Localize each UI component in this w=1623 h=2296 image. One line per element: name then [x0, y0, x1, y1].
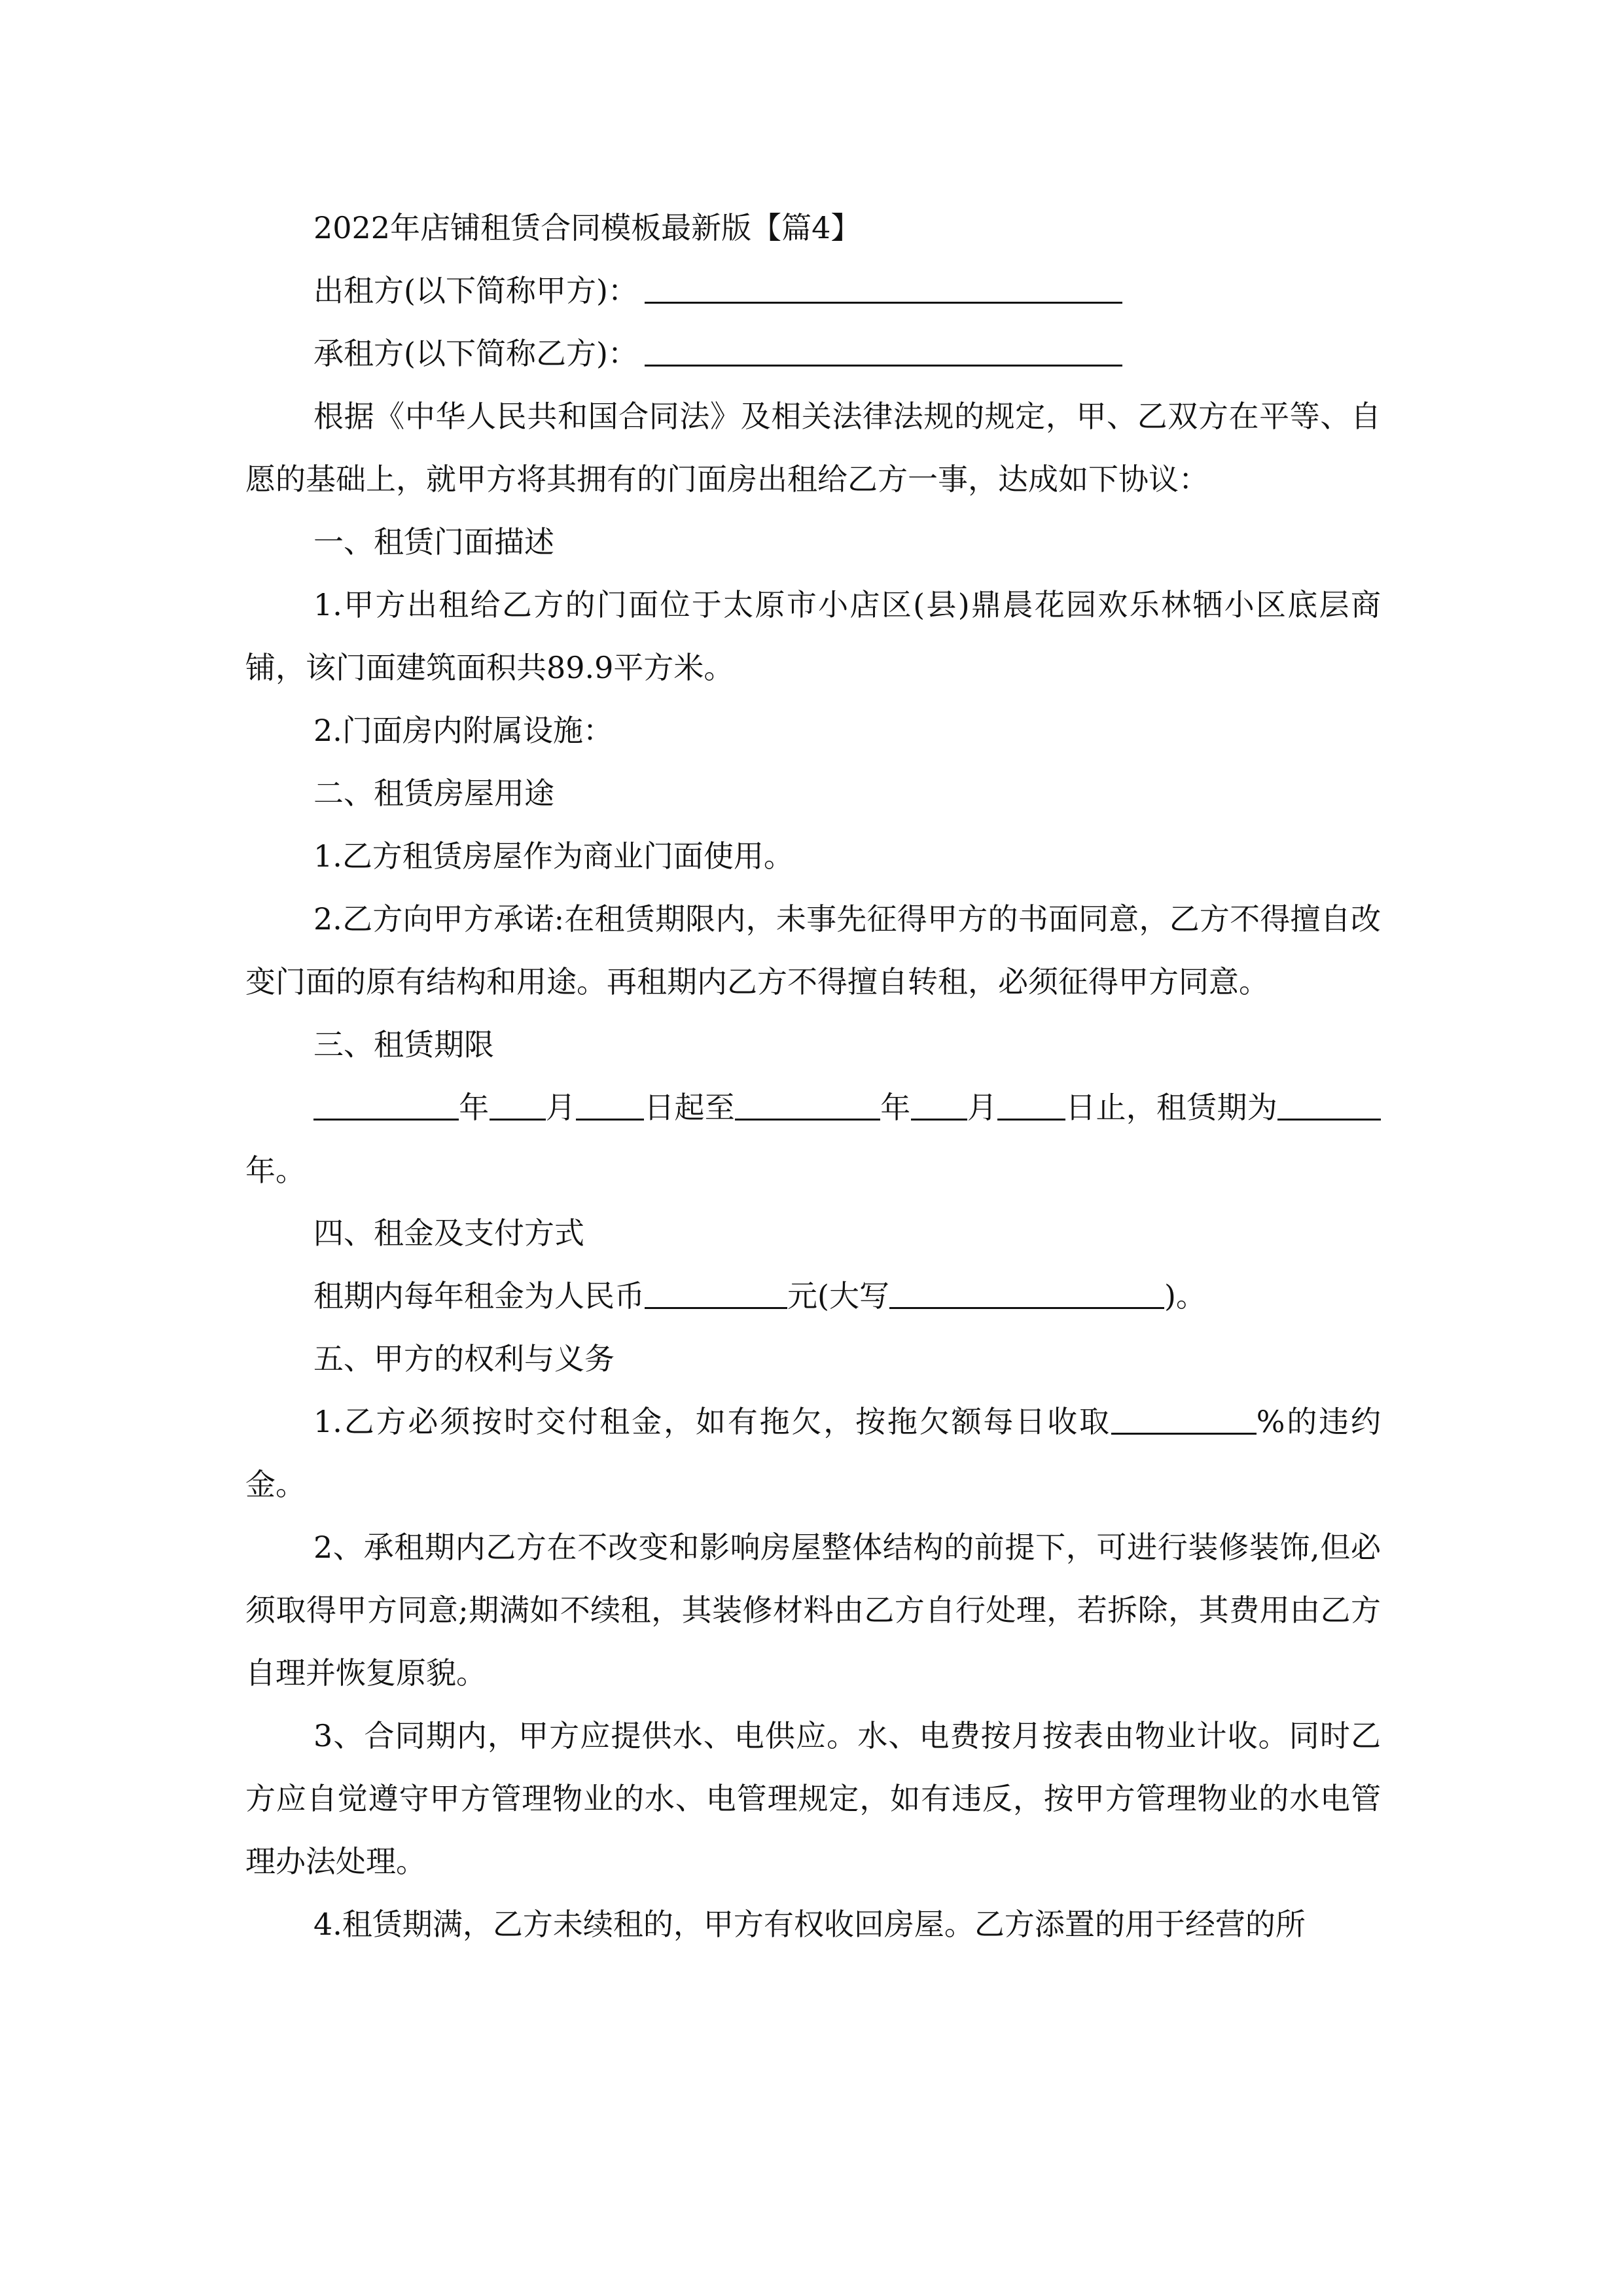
document-title: 2022年店铺租赁合同模板最新版【篇4】 — [313, 210, 861, 245]
year-label: 年 — [459, 1090, 490, 1125]
start-year-blank — [313, 1088, 459, 1121]
end-day-blank — [997, 1088, 1065, 1121]
end-month-blank — [911, 1088, 967, 1121]
section-5-item-3: 3、合同期内，甲方应提供水、电供应。水、电费按月按表由物业计收。同时乙方应自觉遵守甲方管理物业的水、电管理规定，如有违反，按甲方管理物业的水电管理办法处理。 — [245, 1718, 1381, 1879]
lessee-line — [245, 322, 1381, 385]
section-5-heading: 五、甲方的权利与义务 — [313, 1341, 615, 1376]
lessee-label: 承租方(以下简称乙方)： — [313, 336, 638, 371]
rent-line — [245, 1265, 1381, 1327]
year-label-2: 年 — [880, 1090, 911, 1125]
rent-caps-blank — [889, 1277, 1164, 1309]
section-2-heading: 二、租赁房屋用途 — [313, 776, 554, 811]
month-label-2: 月 — [967, 1090, 997, 1125]
section-1-item-1: 1.甲方出租给乙方的门面位于太原市小店区(县)鼎晨花园欢乐林牺小区底层商铺，该门面建筑面积共89.9平方米。 — [245, 587, 1381, 685]
rent-amount-blank — [645, 1277, 787, 1309]
contract-document — [245, 196, 1381, 1956]
start-day-blank — [576, 1088, 644, 1121]
section-5-item-2: 2、承租期内乙方在不改变和影响房屋整体结构的前提下，可进行装修装饰,但必须取得甲方同意;期满如不续租，其装修材料由乙方自行处理，若拆除，其费用由乙方自理并恢复原貌。 — [245, 1530, 1381, 1691]
lessee-blank — [645, 334, 1122, 367]
section-5-item-1 — [245, 1390, 1381, 1516]
to-label: 日止，租赁期为 — [1065, 1090, 1277, 1125]
section-2-item-2: 2.乙方向甲方承诺:在租赁期限内，未事先征得甲方的书面同意，乙方不得擅自改变门面的原有结构和用途。再租期内乙方不得擅自转租，必须征得甲方同意。 — [245, 901, 1381, 999]
month-label: 月 — [545, 1090, 576, 1125]
lessor-label: 出租方(以下简称甲方)： — [313, 273, 638, 308]
section-2-item-1: 1.乙方租赁房屋作为商业门面使用。 — [313, 838, 794, 874]
section-4-heading: 四、租金及支付方式 — [313, 1215, 584, 1251]
lease-term-line — [245, 1076, 1381, 1202]
from-label: 日起至 — [644, 1090, 735, 1125]
section-5-item-4: 4.租赁期满，乙方未续租的，甲方有权收回房屋。乙方添置的用于经营的所 — [313, 1907, 1306, 1942]
lessor-blank — [645, 272, 1122, 304]
section-1-item-2: 2.门面房内附属设施： — [313, 713, 613, 748]
lessor-line — [245, 259, 1381, 322]
section-1-heading: 一、租赁门面描述 — [313, 524, 554, 560]
penalty-rate-blank — [1111, 1403, 1257, 1435]
end-year-blank — [735, 1088, 880, 1121]
rent-caps-label: 元(大写 — [787, 1278, 889, 1314]
penalty-text: 1.乙方必须按时交付租金，如有拖欠，按拖欠额每日收取 — [313, 1404, 1111, 1439]
section-3-heading: 三、租赁期限 — [313, 1027, 494, 1062]
preamble-paragraph: 根据《中华人民共和国合同法》及相关法律法规的规定，甲、乙双方在平等、自愿的基础上，就甲方将其拥有的门面房出租给乙方一事，达成如下协议： — [245, 399, 1381, 497]
start-month-blank — [490, 1088, 546, 1121]
year-end-label: 年。 — [245, 1153, 306, 1188]
rent-label: 租期内每年租金为人民币 — [313, 1278, 645, 1314]
term-years-blank — [1277, 1088, 1381, 1121]
rent-close: )。 — [1164, 1278, 1206, 1314]
penalty-suffix: %的违约金。 — [245, 1404, 1381, 1502]
